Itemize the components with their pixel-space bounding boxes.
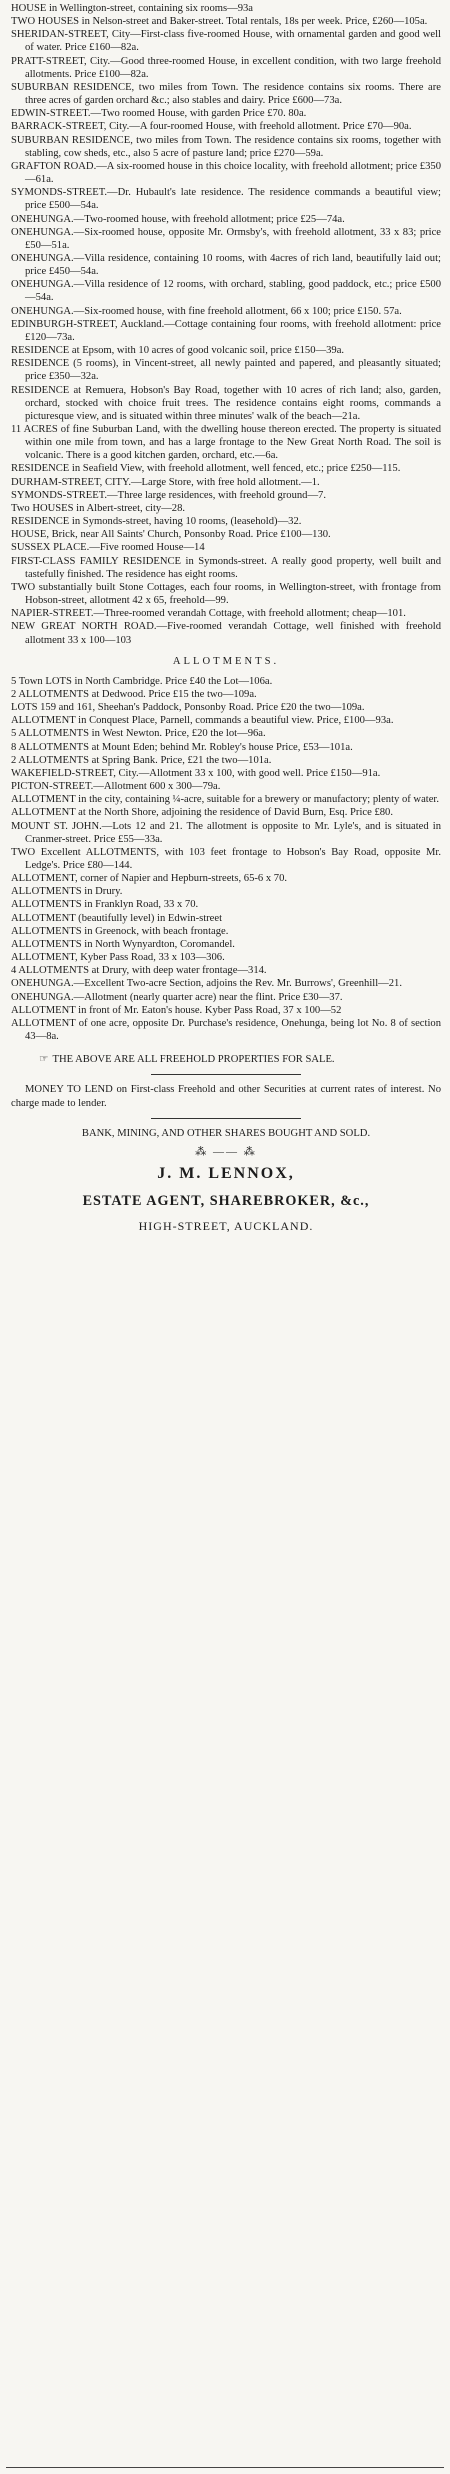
house-listing: FIRST-CLASS FAMILY RESIDENCE in Symonds-street. A really good property, well built and tastefully finished. The residence has eight rooms. (11, 555, 441, 580)
house-listing: BARRACK-STREET, City.—A four-roomed House, with freehold allotment. Price £70—90a. (11, 121, 412, 133)
house-listing: SYMONDS-STREET.—Dr. Hubault's late residence. The residence commands a beautiful view; price £500—54a. (11, 187, 441, 212)
ornament-icon: ⁂ —— ⁂ (195, 1145, 257, 1158)
house-listing: ONEHUNGA.—Villa residence of 12 rooms, with orchard, stabling, good paddock, etc.; price £500—54a. (11, 279, 441, 304)
house-listing: SUBURBAN RESIDENCE, two miles from Town. The residence contains six rooms, together with stabling, cow sheds, etc., also 5 acre of pasture land; price £270—59a. (11, 134, 441, 159)
house-listing: RESIDENCE at Remuera, Hobson's Bay Road, together with 10 acres of rich land; also, garden, orchard, stocked with choice fruit trees. The residence contains eight rooms, commands a picturesque view, and is situated within three minutes' walk of the beach—21a. (11, 384, 441, 422)
allotment-listing: ALLOTMENT, corner of Napier and Hepburn-streets, 65-6 x 70. (11, 873, 288, 885)
house-listing: HOUSE, Brick, near All Saints' Church, Ponsonby Road. Price £100—130. (11, 529, 331, 541)
allotment-listing: ALLOTMENT (beautifully level) in Edwin-street (11, 912, 223, 924)
allotment-listing: 2 ALLOTMENTS at Spring Bank. Price, £21 the two—101a. (11, 754, 272, 766)
allotment-listing: 4 ALLOTMENTS at Drury, with deep water frontage—314. (11, 965, 267, 977)
allotment-listing: 8 ALLOTMENTS at Mount Eden; behind Mr. Robley's house Price, £53—101a. (11, 741, 353, 753)
allotment-listing: ALLOTMENT at the North Shore, adjoining the residence of David Burn, Esq. Price £80. (11, 807, 393, 819)
house-listing: RESIDENCE (5 rooms), in Vincent-street, all newly painted and papered, and pleasantly situated; price £350—32a. (11, 358, 441, 383)
house-listing: 11 ACRES of fine Suburban Land, with the dwelling house thereon erected. The property is situated within one mile from town, and has a large frontage to the New Great North Road. The soil is volcanic. There is a good kitchen garden, orchard, etc.—6a. (11, 424, 441, 462)
allotment-listing: ALLOTMENT in front of Mr. Eaton's house. Kyber Pass Road, 37 x 100—52 (11, 1004, 342, 1016)
freehold-notice-text: THE ABOVE ARE ALL FREEHOLD PROPERTIES FOR SALE. (52, 1054, 335, 1066)
agent-title: ESTATE AGENT, SHAREBROKER, &c., (82, 1192, 370, 1209)
allotment-listing: ALLOTMENTS in North Wynyardton, Coromandel. (11, 938, 235, 950)
house-listing: RESIDENCE in Symonds-street, having 10 rooms, (leasehold)—32. (11, 516, 302, 528)
allotment-listings (11, 675, 441, 1043)
house-listing: NEW GREAT NORTH ROAD.—Five-roomed verandah Cottage, well finished with freehold allotment 33 x 100—103 (11, 621, 441, 646)
allotment-listing: ONEHUNGA.—Excellent Two-acre Section, adjoins the Rev. Mr. Burrows', Greenhill—21. (11, 978, 402, 990)
allotment-listing: ALLOTMENTS in Greenock, with beach frontage. (11, 925, 229, 937)
allotment-listing: PICTON-STREET.—Allotment 600 x 300—79a. (11, 781, 221, 793)
divider-rule (151, 1118, 301, 1119)
house-listing: NAPIER-STREET.—Three-roomed verandah Cottage, with freehold allotment; cheap—101. (11, 608, 406, 620)
house-listing: SYMONDS-STREET.—Three large residences, with freehold ground—7. (11, 489, 326, 501)
house-listing: PRATT-STREET, City.—Good three-roomed House, in excellent condition, with two large freehold allotments. Price £100—82a. (11, 55, 441, 80)
house-listing: SUBURBAN RESIDENCE, two miles from Town. The residence contains six rooms. There are three acres of garden orchard &c.; also stables and dairy. Price £600—73a. (11, 81, 441, 107)
allotment-listing: ALLOTMENTS in Drury. (11, 886, 123, 898)
house-listing: RESIDENCE at Epsom, with 10 acres of good volcanic soil, price £150—39a. (11, 345, 345, 357)
shares-notice: BANK, MINING, AND OTHER SHARES BOUGHT AND SOLD. (81, 1127, 371, 1139)
house-listings (11, 2, 441, 647)
allotment-listing: ALLOTMENT in the city, containing ¼-acre, suitable for a brewery or manufactory; plenty of water. (11, 794, 440, 806)
house-listing: TWO HOUSES in Nelson-street and Baker-street. Total rentals, 18s per week. Price, £260—105a. (11, 16, 428, 28)
house-listing: ONEHUNGA.—Villa residence, containing 10 rooms, with 4acres of rich land, beautifully laid out; price £450—54a. (11, 252, 441, 278)
divider-rule (151, 1074, 301, 1075)
house-listing: GRAFTON ROAD.—A six-roomed house in this choice locality, with freehold allotment; price £350—61a. (11, 160, 441, 186)
house-listing: ONEHUNGA.—Six-roomed house, with fine freehold allotment, 66 x 100; price £150. 57a. (11, 305, 402, 317)
allotment-listing: 5 ALLOTMENTS in West Newton. Price, £20 the lot—96a. (11, 728, 266, 740)
allotment-listing: 2 ALLOTMENTS at Dedwood. Price £15 the two—109a. (11, 688, 257, 700)
allotment-listing: ALLOTMENT in Conquest Place, Parnell, commands a beautiful view. Price, £100—93a. (11, 715, 394, 727)
bottom-rule (6, 2467, 444, 2468)
house-listing: SUSSEX PLACE.—Five roomed House—14 (11, 542, 205, 554)
allotment-listing: WAKEFIELD-STREET, City.—Allotment 33 x 100, with good well. Price £150—91a. (11, 767, 381, 779)
allotment-listing: ALLOTMENTS in Franklyn Road, 33 x 70. (11, 899, 199, 911)
allotment-listing: 5 Town LOTS in North Cambridge. Price £40 the Lot—106a. (11, 675, 273, 687)
allotments-heading: ALLOTMENTS. (172, 655, 280, 667)
house-listing: DURHAM-STREET, CITY.—Large Store, with free hold allotment.—1. (11, 476, 320, 488)
money-to-lend-notice: MONEY TO LEND on First-class Freehold and other Securities at current rates of interest. No charge made to lender. (11, 1084, 441, 1109)
allotment-listing: ALLOTMENT, Kyber Pass Road, 33 x 103—306. (11, 952, 225, 964)
house-listing: Two HOUSES in Albert-street, city—28. (11, 502, 186, 514)
pointing-hand-icon: ☞ (39, 1054, 49, 1066)
freehold-notice (11, 1053, 441, 1066)
house-listing: SHERIDAN-STREET, City—First-class five-roomed House, with ornamental garden and good well of water. Price £160—82a. (11, 29, 441, 54)
house-listing: ONEHUNGA.—Two-roomed house, with freehold allotment; price £25—74a. (11, 213, 345, 225)
agent-address: HIGH-STREET, AUCKLAND. (138, 1218, 314, 1233)
allotment-listing: LOTS 159 and 161, Sheehan's Paddock, Ponsonby Road. Price £20 the two—109a. (11, 702, 365, 714)
allotment-listing: ONEHUNGA.—Allotment (nearly quarter acre) near the flint. Price £30—37. (11, 991, 343, 1003)
house-listing: RESIDENCE in Seafield View, with freehold allotment, well fenced, etc.; price £250—115. (11, 463, 401, 475)
house-listing: ONEHUNGA.—Six-roomed house, opposite Mr. Ormsby's, with freehold allotment, 33 x 83; price £50—51a. (11, 226, 441, 251)
house-listing: EDINBURGH-STREET, Auckland.—Cottage containing four rooms, with freehold allotment: price £120—73a. (11, 318, 441, 343)
house-listing: EDWIN-STREET.—Two roomed House, with garden Price £70. 80a. (11, 108, 307, 120)
allotment-listing: MOUNT ST. JOHN.—Lots 12 and 21. The allotment is opposite to Mr. Lyle's, and is situated in Cranmer-street. Price £55—33a. (11, 820, 441, 845)
house-listing: HOUSE in Wellington-street, containing six rooms—93a (11, 3, 253, 14)
house-listing: TWO substantially built Stone Cottages, each four rooms, in Wellington-street, with frontage from Hobson-street, allotment 42 x 65, freehold—99. (11, 581, 441, 607)
allotment-listing: TWO Excellent ALLOTMENTS, with 103 feet frontage to Hobson's Bay Road, opposite Mr. Ledge's. Price £80—144. (11, 846, 441, 871)
allotment-listing: ALLOTMENT of one acre, opposite Dr. Purchase's residence, Onehunga, being lot No. 8 of section 43—8a. (11, 1017, 441, 1043)
agent-name: J. M. LENNOX, (157, 1164, 295, 1182)
